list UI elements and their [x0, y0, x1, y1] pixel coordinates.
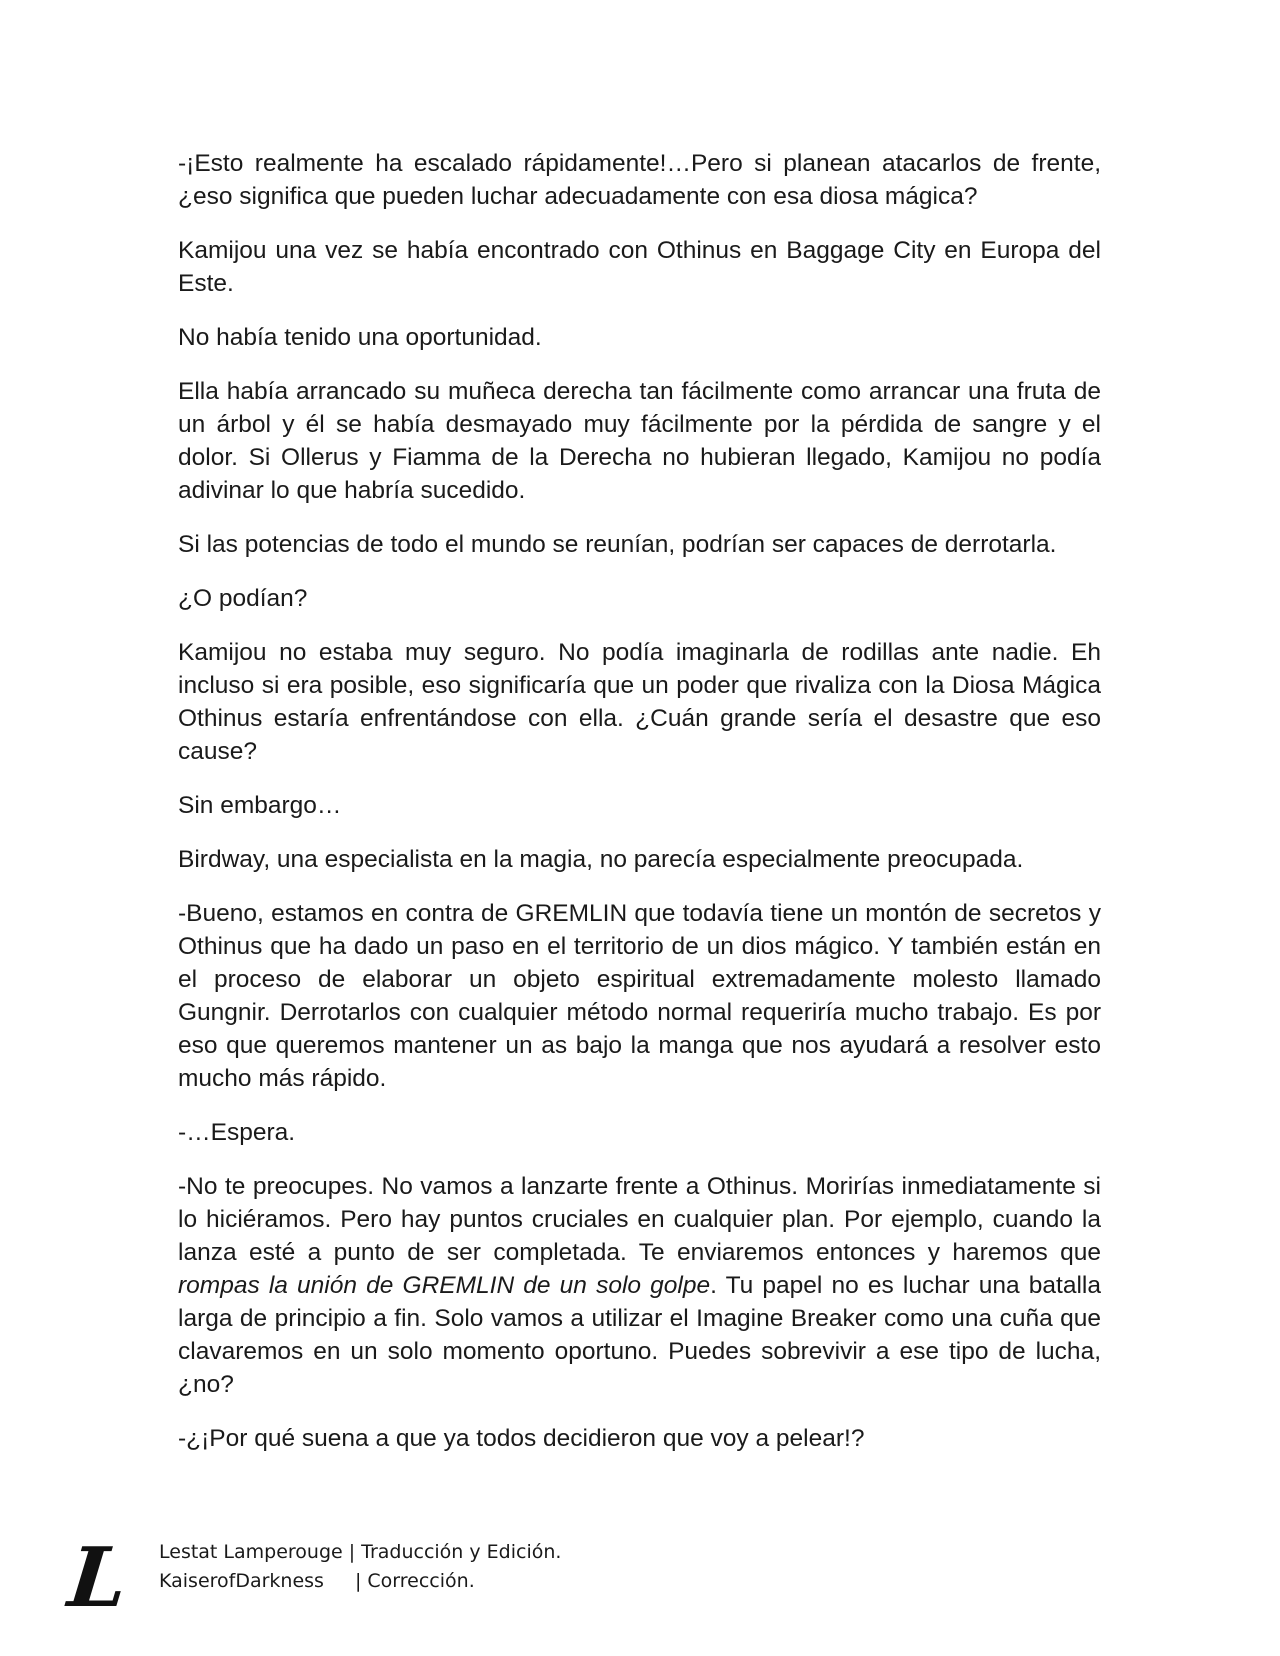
paragraph: No había tenido una oportunidad.	[178, 324, 542, 351]
credit-separator: |	[348, 1541, 356, 1563]
paragraph: ¿O podían?	[178, 585, 308, 612]
credits-list	[159, 1538, 561, 1596]
credit-name: KaiserofDarkness	[159, 1570, 324, 1592]
paragraph: -¿¡Por qué suena a que ya todos decidieron que voy a pelear!?	[178, 1425, 865, 1452]
paragraph: Si las potencias de todo el mundo se reunían, podrían ser capaces de derrotarla.	[178, 531, 1057, 558]
paragraph: -…Espera.	[178, 1119, 296, 1146]
credit-separator: |	[355, 1570, 362, 1592]
gothic-l-logo: L	[64, 1530, 132, 1626]
paragraph: Kamijou no estaba muy seguro. No podía imaginarla de rodillas ante nadie. Eh incluso si era posible, eso significaría que un poder que rivaliza con la Diosa Mágica Othinus estaría enfrentándose con ella. ¿Cuán grande sería el desastre que eso cause?	[178, 639, 1101, 765]
paragraph-with-italic	[178, 1170, 1101, 1401]
footer-credits	[64, 1530, 766, 1628]
paragraph: -Bueno, estamos en contra de GREMLIN que todavía tiene un montón de secretos y Othinus que ha dado un paso en el territorio de un dios mágico. Y también están en el proceso de elaborar un objeto espiritual extremadamente molesto llamado Gungnir. Derrotarlos con cualquier método normal requeriría mucho trabajo. Es por eso que queremos mantener un as bajo la manga que nos ayudará a resolver esto mucho más rápido.	[178, 900, 1101, 1092]
paragraph-text: . Tu papel no es luchar una batalla larga de principio a fin. Solo vamos a utilizar el Imagine Breaker como una cuña que clavaremos en un solo momento oportuno. Puedes sobrevivir a ese tipo de lucha, ¿no?	[178, 1272, 1101, 1398]
paragraph: Kamijou una vez se había encontrado con Othinus en Baggage City en Europa del Este.	[178, 237, 1101, 297]
paragraph: Sin embargo…	[178, 792, 342, 819]
paragraph: Ella había arrancado su muñeca derecha tan fácilmente como arrancar una fruta de un árbol y él se había desmayado muy fácilmente por la pérdida de sangre y el dolor. Si Ollerus y Fiamma de la Derecha no hubieran llegado, Kamijou no podía adivinar lo que habría sucedido.	[178, 378, 1101, 504]
credit-role: Traducción y Edición.	[361, 1541, 562, 1563]
paragraph-text: -No te preocupes. No vamos a lanzarte frente a Othinus. Morirías inmediatamente si lo hiciéramos. Pero hay puntos cruciales en cualquier plan. Por ejemplo, cuando la lanza esté a punto de ser completada. Te enviaremos entonces y haremos que	[178, 1173, 1101, 1266]
credit-row	[159, 1567, 561, 1596]
paragraph: Birdway, una especialista en la magia, no parecía especialmente preocupada.	[178, 846, 1024, 873]
body-text	[178, 147, 1101, 1476]
credit-row	[159, 1538, 561, 1567]
credit-name: Lestat Lamperouge	[159, 1541, 343, 1563]
italic-phrase: rompas la unión de GREMLIN de un solo golpe	[178, 1272, 711, 1299]
paragraph: -¡Esto realmente ha escalado rápidamente!…Pero si planean atacarlos de frente, ¿eso significa que pueden luchar adecuadamente con esa diosa mágica?	[178, 150, 1101, 210]
credit-role: Corrección.	[367, 1570, 475, 1592]
